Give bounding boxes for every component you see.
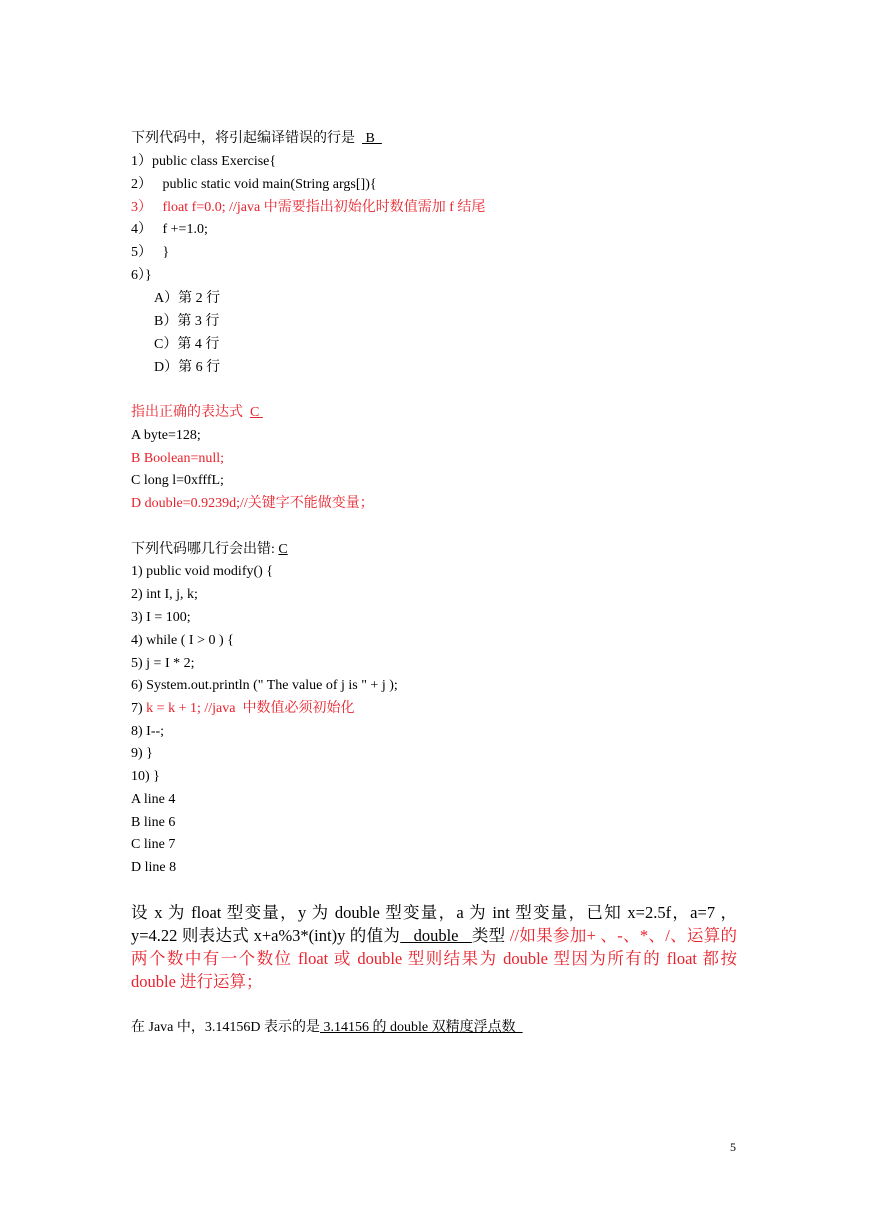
q3-title-line [131,541,288,559]
q4-answer: double [413,926,459,945]
q2-option-c: C long l=0xfffL; [131,473,224,488]
q4-note: //如果参加+ 、-、*、/、运算的两个数中有一个数位 float 或 double 型则结果为 double 型因为所有的 float 都按 double 进行运算； [131,926,738,991]
q3-code-line-7 [131,700,354,718]
q5-line [131,1019,523,1037]
q1-code-line-1: 1）public class Exercise{ [131,154,277,169]
q2-title-line [131,404,263,422]
q4-text: 设 x 为 float 型变量，y 为 double 型变量，a 为 int 型变量，已知 x=2.5f，a=7 ，y=4.22 则表达式 x+a%3*(int)y 的值为 [131,903,737,945]
q3-title: 下列代码哪几行会出错: [131,542,279,557]
q1-code-line-4: 4） f +=1.0; [131,222,208,237]
q3-line-7-code: k = k + 1; //java 中数值必须初始化 [146,701,355,716]
q3-code-line-1: 1) public void modify() { [131,564,274,579]
q3-code-line-5: 5) j = I * 2; [131,656,195,671]
q3-option-a: A line 4 [131,792,176,807]
q3-code-line-2: 2) int I, j, k; [131,587,198,602]
q1-code-line-5: 5） } [131,245,170,260]
q3-code-line-6: 6) System.out.println (" The value of j is " + j ); [131,678,398,693]
q4-blank-right [458,926,471,945]
q1-answer: B [362,131,382,146]
q3-option-d: D line 8 [131,860,177,875]
q1-code-line-6: 6）} [131,268,152,283]
q1-option-c: C）第 4 行 [154,337,220,352]
q1-option-b: B）第 3 行 [154,314,220,329]
q1-option-a: A）第 2 行 [154,291,221,306]
page-number: 5 [730,1140,736,1154]
q3-option-b: B line 6 [131,815,176,830]
q1-code-line-2: 2） public static void main(String args[]){ [131,177,377,192]
q3-code-line-10: 10) } [131,769,160,784]
q2-answer: C [250,405,263,420]
q3-code-line-3: 3) I = 100; [131,610,191,625]
q4-blank-left [400,926,413,945]
q1-code-line-3: 3） float f=0.0; //java 中需要指出初始化时数值需加 f 结尾 [131,200,486,215]
q2-option-d: D double=0.9239d;//关键字不能做变量； [131,496,374,511]
q3-option-c: C line 7 [131,837,176,852]
q2-option-b: B Boolean=null; [131,451,225,466]
q3-code-line-9: 9) } [131,746,153,761]
q1-title-line [131,130,382,148]
q2-option-a: A byte=128; [131,428,201,443]
q3-line-7-number: 7) [131,701,147,716]
q5-answer: 3.14156 的 double 双精度浮点数 [320,1020,523,1035]
q2-title: 指出正确的表达式 [131,405,243,420]
q5-text: 在 Java 中，3.14156D 表示的是 [131,1020,320,1035]
q1-title: 下列代码中，将引起编译错误的行是 [131,131,355,146]
q3-code-line-4: 4) while ( I > 0 ) { [131,633,234,648]
q3-answer: C [278,542,288,557]
q3-code-line-8: 8) I--; [131,724,165,739]
q1-option-d: D）第 6 行 [154,360,221,375]
q4-paragraph [131,901,737,993]
q4-after: 类型 [471,926,506,945]
